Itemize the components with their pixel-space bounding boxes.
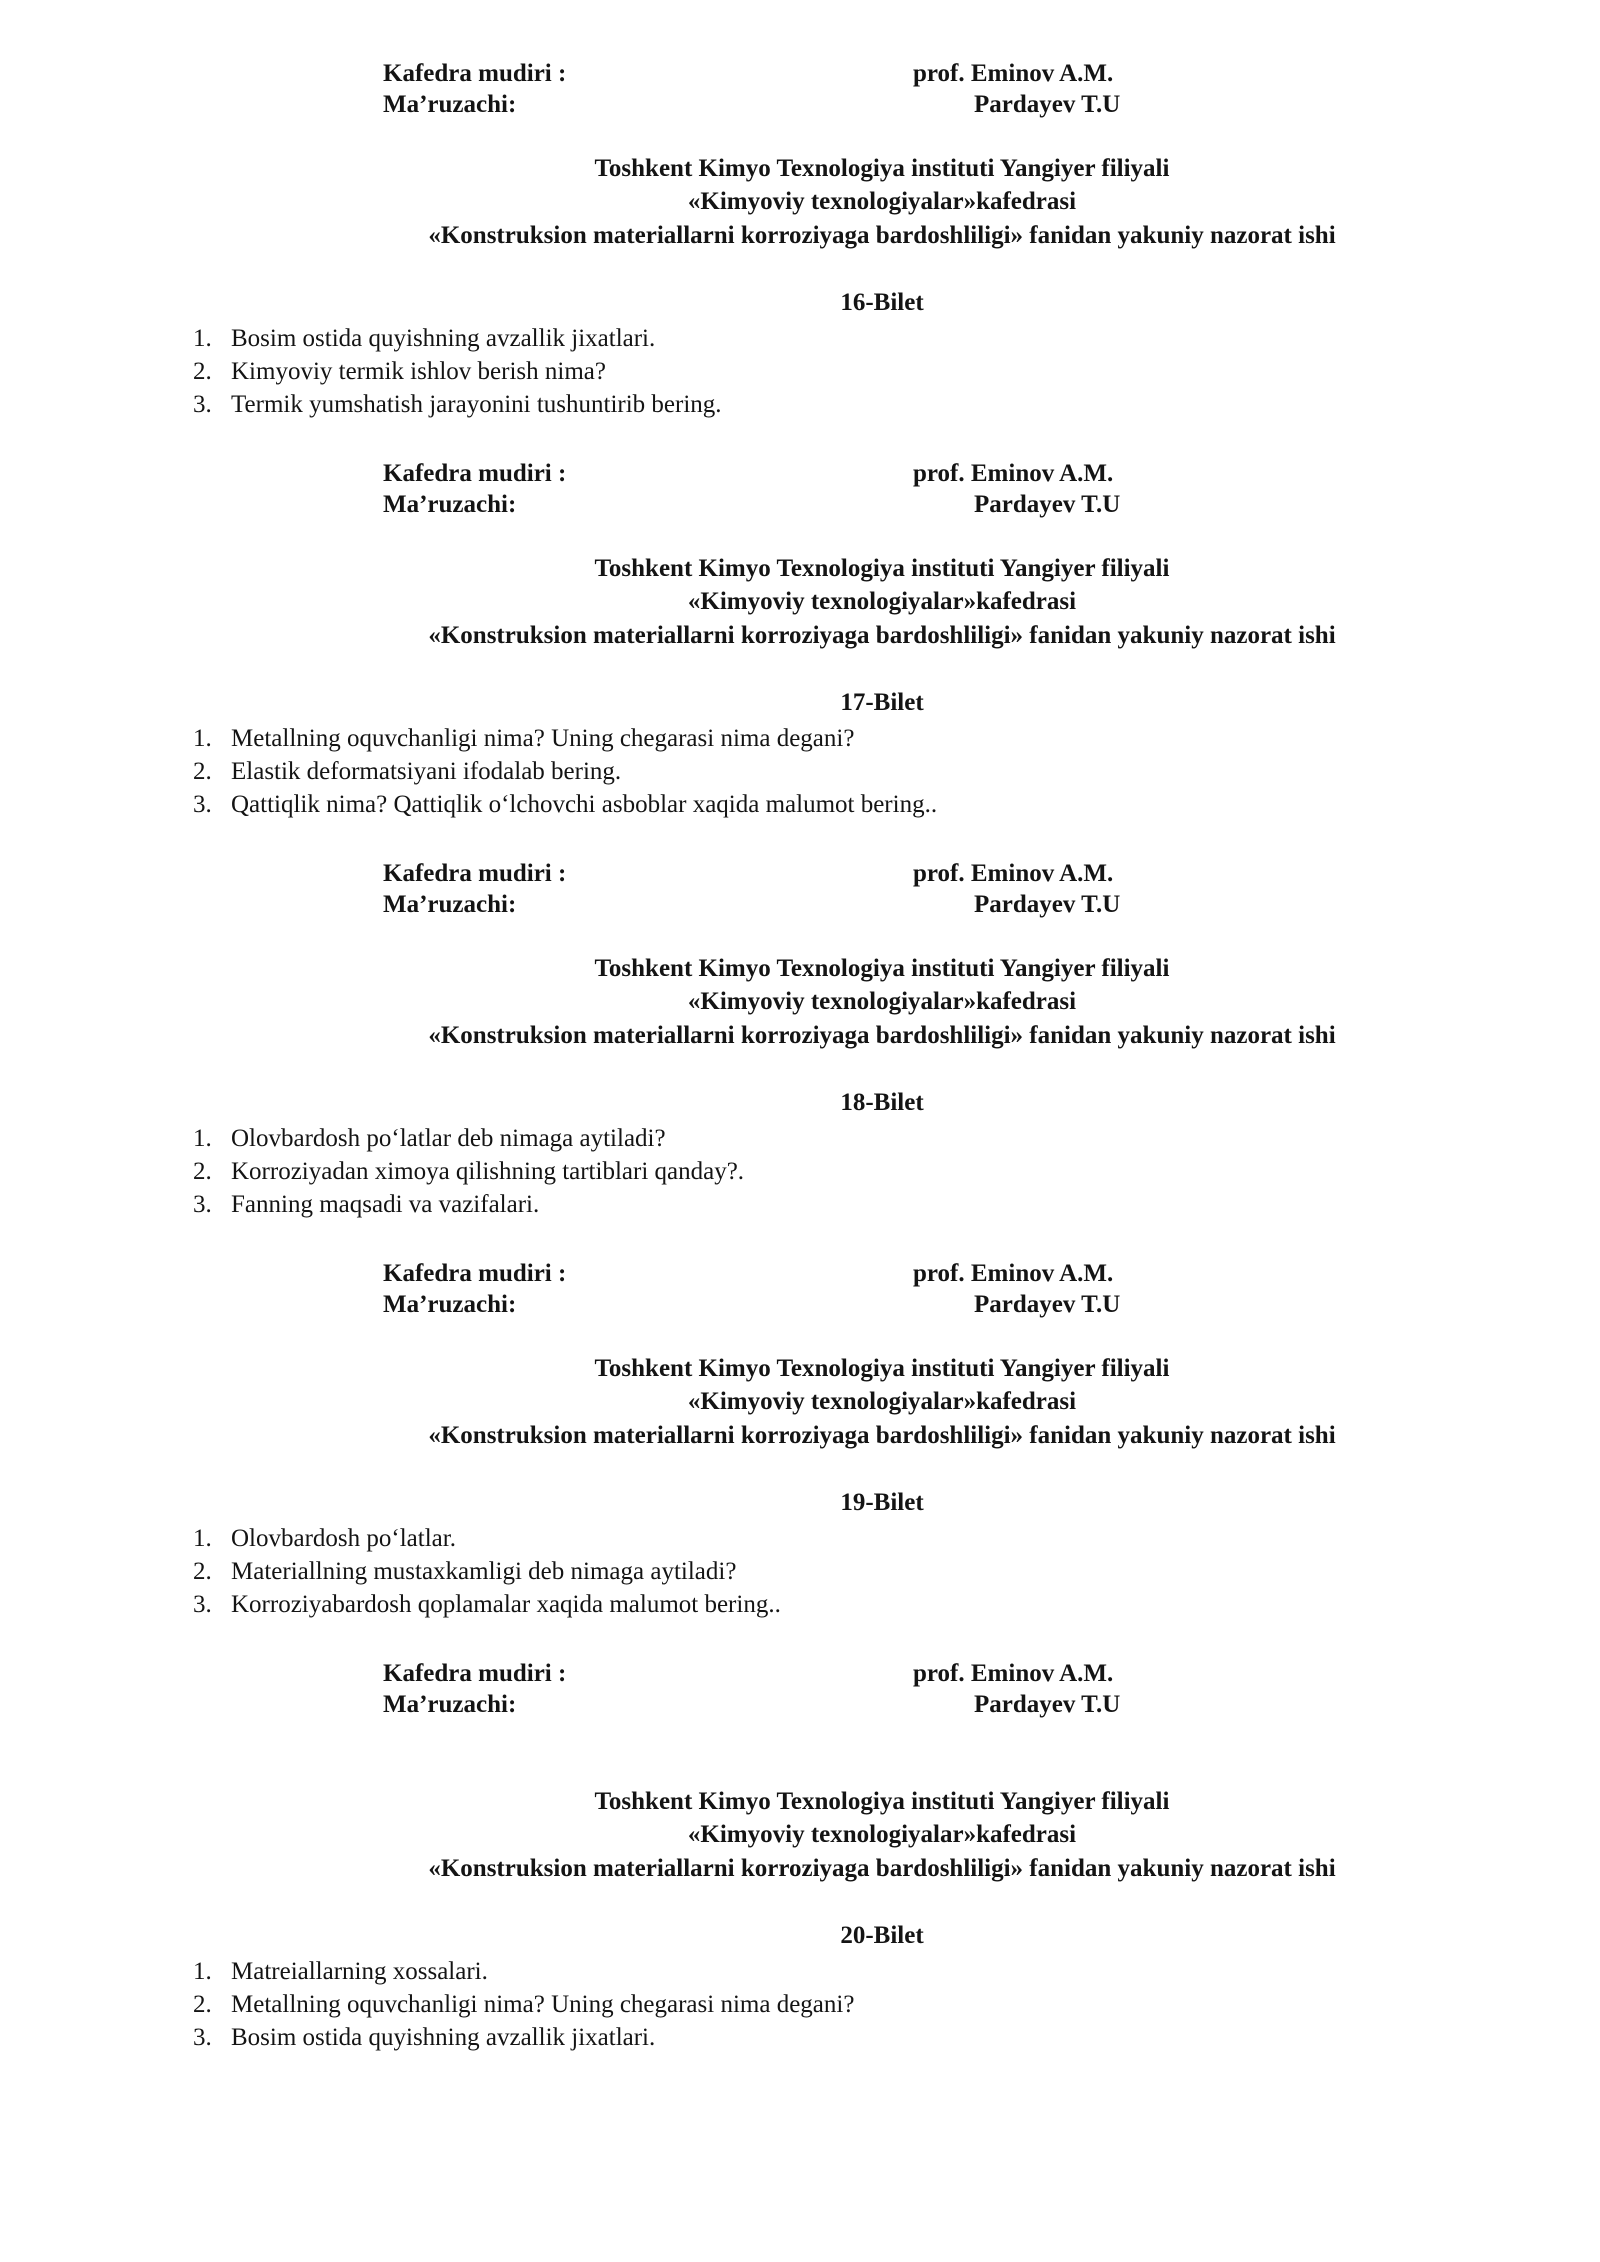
question-text: Korroziyadan ximoya qilishning tartiblari qanday?. bbox=[231, 1158, 745, 1185]
head-of-department-name: prof. Eminov A.M. bbox=[913, 60, 1114, 87]
question-number: 2. bbox=[193, 1991, 212, 2018]
question-text: Metallning oquvchanligi nima? Uning chegarasi nima degani? bbox=[231, 1991, 855, 2018]
question-text: Elastik deformatsiyani ifodalab bering. bbox=[231, 758, 622, 785]
department-name: «Kimyoviy texnologiyalar»kafedrasi bbox=[687, 1821, 1077, 1848]
head-of-department-name: prof. Eminov A.M. bbox=[913, 1660, 1114, 1687]
question-number: 2. bbox=[193, 1158, 212, 1185]
question-number: 3. bbox=[193, 391, 212, 418]
head-of-department-label: Kafedra mudiri : bbox=[383, 1260, 567, 1287]
ticket-title: 18-Bilet bbox=[840, 1089, 924, 1116]
signature-block bbox=[0, 1258, 1600, 1320]
institution-name: Toshkent Kimyo Texnologiya instituti Yangiyer filiyali bbox=[594, 555, 1170, 582]
lecturer-label: Ma’ruzachi: bbox=[383, 91, 517, 118]
question-text: Metallning oquvchanligi nima? Uning chegarasi nima degani? bbox=[231, 725, 855, 752]
signature-block bbox=[0, 858, 1600, 920]
question-text: Termik yumshatish jarayonini tushuntirib bering. bbox=[231, 391, 722, 418]
question-text: Korroziyabardosh qoplamalar xaqida malumot bering.. bbox=[231, 1591, 781, 1618]
question-number: 3. bbox=[193, 1191, 212, 1218]
ticket-title: 16-Bilet bbox=[840, 289, 924, 316]
lecturer-name: Pardayev T.U bbox=[974, 91, 1121, 118]
ticket-title: 17-Bilet bbox=[840, 689, 924, 716]
head-of-department-label: Kafedra mudiri : bbox=[383, 60, 567, 87]
question-number: 2. bbox=[193, 358, 212, 385]
question-text: Fanning maqsadi va vazifalari. bbox=[231, 1191, 540, 1218]
department-name: «Kimyoviy texnologiyalar»kafedrasi bbox=[687, 588, 1077, 615]
lecturer-label: Ma’ruzachi: bbox=[383, 491, 517, 518]
institution-name: Toshkent Kimyo Texnologiya instituti Yangiyer filiyali bbox=[594, 1355, 1170, 1382]
lecturer-label: Ma’ruzachi: bbox=[383, 1691, 517, 1718]
question-text: Kimyoviy termik ishlov berish nima? bbox=[231, 358, 606, 385]
lecturer-name: Pardayev T.U bbox=[974, 1291, 1121, 1318]
question-text: Olovbardosh po‘latlar. bbox=[231, 1525, 456, 1552]
question-text: Matreiallarning xossalari. bbox=[231, 1958, 488, 1985]
question-text: Bosim ostida quyishning avzallik jixatlari. bbox=[231, 325, 656, 352]
department-name: «Kimyoviy texnologiyalar»kafedrasi bbox=[687, 988, 1077, 1015]
head-of-department-name: prof. Eminov A.M. bbox=[913, 1260, 1114, 1287]
signature-block bbox=[0, 458, 1600, 520]
exam-title: «Konstruksion materiallarni korroziyaga bardoshliligi» fanidan yakuniy nazorat ishi bbox=[428, 222, 1336, 249]
institution-name: Toshkent Kimyo Texnologiya instituti Yangiyer filiyali bbox=[594, 1788, 1170, 1815]
exam-title: «Konstruksion materiallarni korroziyaga bardoshliligi» fanidan yakuniy nazorat ishi bbox=[428, 1855, 1336, 1882]
head-of-department-label: Kafedra mudiri : bbox=[383, 460, 567, 487]
question-text: Olovbardosh po‘latlar deb nimaga aytiladi? bbox=[231, 1125, 666, 1152]
question-text: Materiallning mustaxkamligi deb nimaga aytiladi? bbox=[231, 1558, 737, 1585]
head-of-department-name: prof. Eminov A.M. bbox=[913, 460, 1114, 487]
head-of-department-name: prof. Eminov A.M. bbox=[913, 860, 1114, 887]
question-number: 3. bbox=[193, 791, 212, 818]
exam-title: «Konstruksion materiallarni korroziyaga bardoshliligi» fanidan yakuniy nazorat ishi bbox=[428, 1422, 1336, 1449]
question-number: 1. bbox=[193, 1958, 212, 1985]
signature-block bbox=[0, 58, 1600, 120]
question-number: 2. bbox=[193, 758, 212, 785]
lecturer-label: Ma’ruzachi: bbox=[383, 1291, 517, 1318]
question-text: Bosim ostida quyishning avzallik jixatlari. bbox=[231, 2024, 656, 2051]
lecturer-name: Pardayev T.U bbox=[974, 491, 1121, 518]
exam-title: «Konstruksion materiallarni korroziyaga bardoshliligi» fanidan yakuniy nazorat ishi bbox=[428, 1022, 1336, 1049]
question-number: 1. bbox=[193, 725, 212, 752]
institution-name: Toshkent Kimyo Texnologiya instituti Yangiyer filiyali bbox=[594, 955, 1170, 982]
department-name: «Kimyoviy texnologiyalar»kafedrasi bbox=[687, 188, 1077, 215]
head-of-department-label: Kafedra mudiri : bbox=[383, 1660, 567, 1687]
institution-name: Toshkent Kimyo Texnologiya instituti Yangiyer filiyali bbox=[594, 155, 1170, 182]
question-number: 3. bbox=[193, 1591, 212, 1618]
ticket-title: 19-Bilet bbox=[840, 1489, 924, 1516]
question-number: 3. bbox=[193, 2024, 212, 2051]
signature-block bbox=[0, 1658, 1600, 1720]
question-number: 1. bbox=[193, 1525, 212, 1552]
question-text: Qattiqlik nima? Qattiqlik o‘lchovchi asboblar xaqida malumot bering.. bbox=[231, 791, 938, 818]
department-name: «Kimyoviy texnologiyalar»kafedrasi bbox=[687, 1388, 1077, 1415]
question-number: 1. bbox=[193, 325, 212, 352]
head-of-department-label: Kafedra mudiri : bbox=[383, 860, 567, 887]
ticket-title: 20-Bilet bbox=[840, 1922, 924, 1949]
lecturer-name: Pardayev T.U bbox=[974, 1691, 1121, 1718]
question-number: 1. bbox=[193, 1125, 212, 1152]
lecturer-name: Pardayev T.U bbox=[974, 891, 1121, 918]
lecturer-label: Ma’ruzachi: bbox=[383, 891, 517, 918]
question-number: 2. bbox=[193, 1558, 212, 1585]
exam-title: «Konstruksion materiallarni korroziyaga bardoshliligi» fanidan yakuniy nazorat ishi bbox=[428, 622, 1336, 649]
